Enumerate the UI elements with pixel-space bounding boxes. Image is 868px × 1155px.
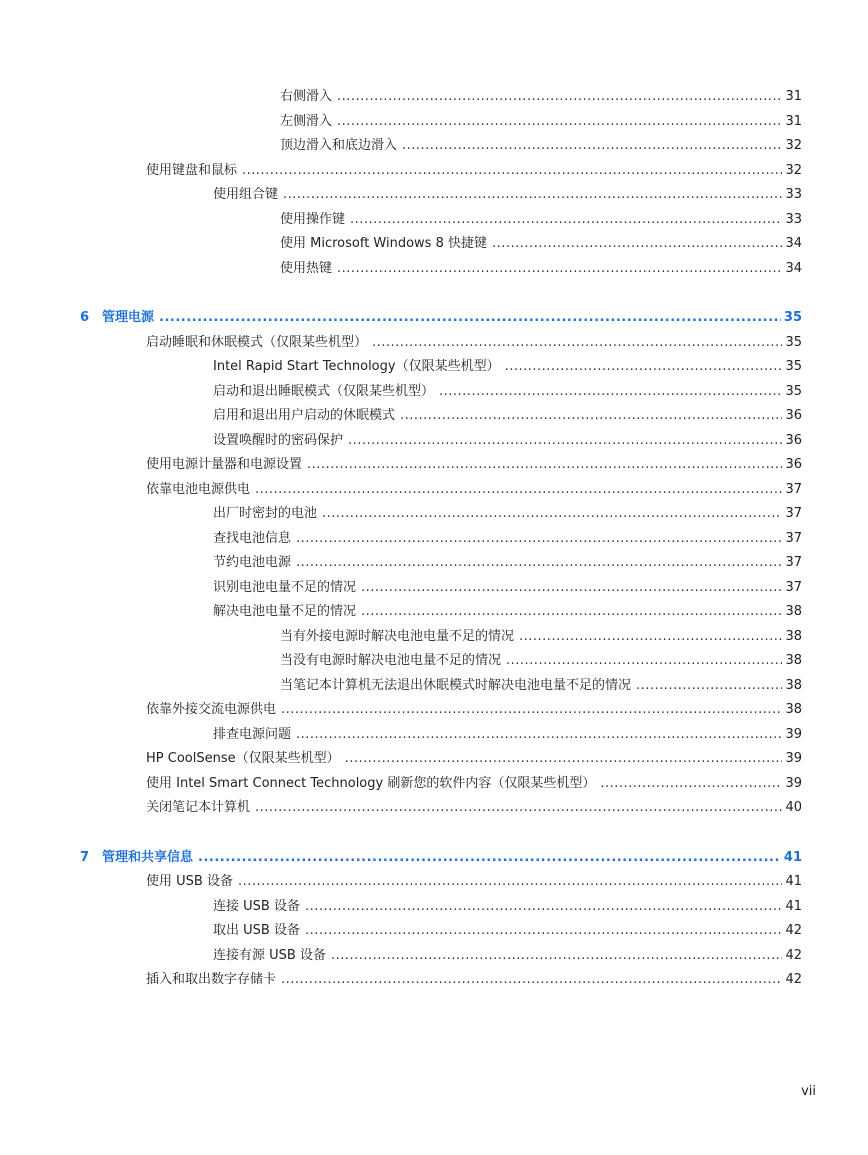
toc-entry-title: 使用热键 bbox=[280, 260, 333, 276]
toc-entry[interactable] bbox=[146, 335, 802, 351]
toc-entry-page: 32 bbox=[785, 138, 802, 153]
dot-leader bbox=[337, 114, 782, 130]
toc-entry-title bbox=[80, 310, 154, 326]
toc-entry-title: 使用键盘和鼠标 bbox=[146, 162, 238, 178]
dot-leader bbox=[255, 800, 782, 816]
dot-leader bbox=[505, 359, 783, 375]
toc-entry-page: 35 bbox=[783, 310, 802, 325]
toc-entry[interactable] bbox=[280, 629, 802, 645]
toc-entry[interactable] bbox=[146, 457, 802, 473]
toc-entry[interactable] bbox=[213, 384, 802, 400]
toc-entry-title: 当没有电源时解决电池电量不足的情况 bbox=[280, 653, 502, 668]
dot-leader bbox=[361, 580, 782, 596]
toc-entry-page: 38 bbox=[785, 628, 802, 644]
toc-entry-page: 35 bbox=[785, 359, 802, 374]
toc-entry-page: 41 bbox=[783, 849, 802, 865]
toc-entry-page: 31 bbox=[785, 89, 802, 104]
toc-entry-title: 使用 Microsoft Windows 8 快捷键 bbox=[280, 236, 487, 251]
toc-entry[interactable] bbox=[213, 531, 802, 547]
toc-entry[interactable] bbox=[213, 408, 802, 424]
toc-entry[interactable] bbox=[146, 751, 802, 767]
toc-entry[interactable] bbox=[280, 261, 802, 277]
toc-entry[interactable] bbox=[213, 187, 802, 203]
dot-leader bbox=[296, 531, 782, 547]
toc-entry-page: 39 bbox=[785, 751, 802, 766]
dot-leader bbox=[281, 972, 782, 988]
toc-entry-page: 32 bbox=[785, 162, 802, 178]
toc-entry-title: 依靠电池电源供电 bbox=[146, 481, 251, 497]
toc-entry[interactable] bbox=[280, 236, 802, 252]
toc-entry-page: 37 bbox=[785, 506, 802, 521]
dot-leader bbox=[238, 874, 783, 890]
toc-entry-title: Intel Rapid Start Technology（仅限某些机型） bbox=[213, 359, 500, 374]
toc-entry-title: 使用操作键 bbox=[280, 211, 346, 227]
toc-entry-page: 38 bbox=[785, 677, 802, 693]
toc-entry-page: 31 bbox=[785, 113, 802, 129]
toc-entry[interactable] bbox=[146, 702, 802, 718]
dot-leader bbox=[198, 850, 781, 866]
toc-entry-page: 37 bbox=[785, 555, 802, 570]
toc-entry-title: 依靠外接交流电源供电 bbox=[146, 702, 277, 717]
toc-entry[interactable] bbox=[280, 114, 802, 130]
toc-entry-page: 42 bbox=[785, 947, 802, 963]
dot-leader bbox=[255, 482, 782, 498]
chapter-number: 7 bbox=[80, 849, 90, 865]
dot-leader bbox=[307, 457, 782, 473]
toc-entry-title: 插入和取出数字存储卡 bbox=[146, 972, 277, 987]
toc-entry[interactable] bbox=[146, 482, 802, 498]
toc-entry-title: 连接 USB 设备 bbox=[213, 898, 300, 914]
toc-entry[interactable] bbox=[280, 212, 802, 228]
page-number: vii bbox=[801, 1084, 816, 1099]
dot-leader bbox=[242, 163, 782, 179]
toc-entry-page: 35 bbox=[785, 334, 802, 350]
dot-leader bbox=[372, 335, 782, 351]
toc-entry-title: 启用和退出用户启动的休眠模式 bbox=[213, 408, 396, 423]
toc-entry-page: 38 bbox=[785, 653, 802, 668]
chapter-title: 管理和共享信息 bbox=[102, 849, 194, 865]
toc-entry-page: 39 bbox=[785, 726, 802, 742]
toc-entry-title: 使用电源计量器和电源设置 bbox=[146, 457, 303, 472]
toc-entry-title: 关闭笔记本计算机 bbox=[146, 800, 251, 815]
toc-entry-page: 39 bbox=[785, 775, 802, 791]
dot-leader bbox=[439, 384, 782, 400]
dot-leader bbox=[331, 948, 783, 964]
toc-entry-page: 41 bbox=[785, 874, 802, 889]
dot-leader bbox=[600, 776, 782, 792]
toc-entry-title: 启动睡眠和休眠模式（仅限某些机型） bbox=[146, 334, 368, 350]
toc-entry-page: 34 bbox=[785, 236, 802, 251]
toc-entry-page: 36 bbox=[785, 432, 802, 448]
dot-leader bbox=[345, 751, 783, 767]
dot-leader bbox=[492, 236, 782, 252]
toc-entry-page: 33 bbox=[785, 187, 802, 202]
toc-entry[interactable] bbox=[280, 678, 802, 694]
toc-entry-title: 解决电池电量不足的情况 bbox=[213, 604, 357, 619]
dot-leader bbox=[348, 433, 782, 449]
dot-leader bbox=[296, 727, 782, 743]
toc-entry-title: 右侧滑入 bbox=[280, 89, 333, 104]
toc-entry[interactable] bbox=[146, 972, 802, 988]
toc-entry[interactable] bbox=[146, 776, 802, 792]
toc-entry-page: 37 bbox=[785, 579, 802, 595]
toc-entry-title: 当有外接电源时解决电池电量不足的情况 bbox=[280, 628, 515, 644]
toc-entry[interactable] bbox=[213, 923, 802, 939]
toc-entry-page: 36 bbox=[785, 457, 802, 472]
toc-entry-title: 左侧滑入 bbox=[280, 113, 333, 129]
toc-entry[interactable] bbox=[213, 899, 802, 915]
toc-entry[interactable] bbox=[213, 555, 802, 571]
toc-chapter[interactable] bbox=[80, 310, 802, 326]
dot-leader bbox=[322, 506, 782, 522]
toc-entry-page: 42 bbox=[785, 972, 802, 987]
toc-entry[interactable] bbox=[280, 653, 802, 669]
toc-entry[interactable] bbox=[213, 604, 802, 620]
toc-entry[interactable] bbox=[213, 948, 802, 964]
toc-entry-title: 使用 Intel Smart Connect Technology 刷新您的软件内容（仅限某些机型） bbox=[146, 775, 596, 791]
toc-entry-title: 识别电池电量不足的情况 bbox=[213, 579, 357, 595]
toc-entry-title: 当笔记本计算机无法退出休眠模式时解决电池电量不足的情况 bbox=[280, 677, 632, 693]
toc-entry-page: 36 bbox=[785, 408, 802, 423]
dot-leader bbox=[350, 212, 782, 228]
toc-entry-page: 33 bbox=[785, 211, 802, 227]
toc-entry-title: 启动和退出睡眠模式（仅限某些机型） bbox=[213, 383, 435, 399]
toc-chapter[interactable] bbox=[80, 850, 802, 866]
toc-entry[interactable] bbox=[213, 433, 802, 449]
toc-entry-title bbox=[80, 850, 193, 866]
toc-entry[interactable] bbox=[280, 138, 802, 154]
dot-leader bbox=[506, 653, 782, 669]
toc-entry-title: 顶边滑入和底边滑入 bbox=[280, 138, 398, 153]
toc-entry-title: 取出 USB 设备 bbox=[213, 923, 300, 938]
toc-entry[interactable] bbox=[280, 89, 802, 105]
chapter-title: 管理电源 bbox=[102, 310, 155, 325]
dot-leader bbox=[305, 899, 783, 915]
dot-leader bbox=[361, 604, 782, 620]
toc-entry-title: HP CoolSense（仅限某些机型） bbox=[146, 751, 340, 766]
toc-entry-page: 35 bbox=[785, 383, 802, 399]
toc-entry-title: 排查电源问题 bbox=[213, 726, 292, 742]
toc-entry-page: 41 bbox=[785, 898, 802, 914]
toc-entry-title: 出厂时密封的电池 bbox=[213, 506, 318, 521]
dot-leader bbox=[636, 678, 782, 694]
toc-entry-title: 连接有源 USB 设备 bbox=[213, 947, 326, 963]
dot-leader bbox=[519, 629, 782, 645]
dot-leader bbox=[305, 923, 783, 939]
toc-entry[interactable] bbox=[213, 580, 802, 596]
toc-entry-title: 使用 USB 设备 bbox=[146, 874, 233, 889]
toc-entry-title: 设置唤醒时的密码保护 bbox=[213, 432, 344, 448]
toc-entry[interactable] bbox=[213, 727, 802, 743]
toc-entry-title: 节约电池电源 bbox=[213, 555, 292, 570]
dot-leader bbox=[281, 702, 782, 718]
toc-entry[interactable] bbox=[146, 800, 802, 816]
toc-entry-page: 37 bbox=[785, 530, 802, 546]
toc-entry-page: 40 bbox=[785, 800, 802, 815]
toc-entry-page: 34 bbox=[785, 260, 802, 276]
toc-entry-title: 使用组合键 bbox=[213, 187, 279, 202]
dot-leader bbox=[400, 408, 782, 424]
dot-leader bbox=[402, 138, 782, 154]
toc-entry-page: 37 bbox=[785, 481, 802, 497]
toc-entry-page: 38 bbox=[785, 604, 802, 619]
toc-entry[interactable] bbox=[213, 359, 802, 375]
dot-leader bbox=[337, 89, 782, 105]
toc-entry-page: 38 bbox=[785, 702, 802, 717]
toc-entry[interactable] bbox=[213, 506, 802, 522]
toc-entry[interactable] bbox=[146, 874, 802, 890]
dot-leader bbox=[337, 261, 782, 277]
toc-entry[interactable] bbox=[146, 163, 802, 179]
toc-entry-page: 42 bbox=[785, 923, 802, 938]
toc-entry-title: 查找电池信息 bbox=[213, 530, 292, 546]
chapter-number: 6 bbox=[80, 310, 90, 325]
dot-leader bbox=[159, 310, 781, 326]
dot-leader bbox=[283, 187, 782, 203]
dot-leader bbox=[296, 555, 782, 571]
